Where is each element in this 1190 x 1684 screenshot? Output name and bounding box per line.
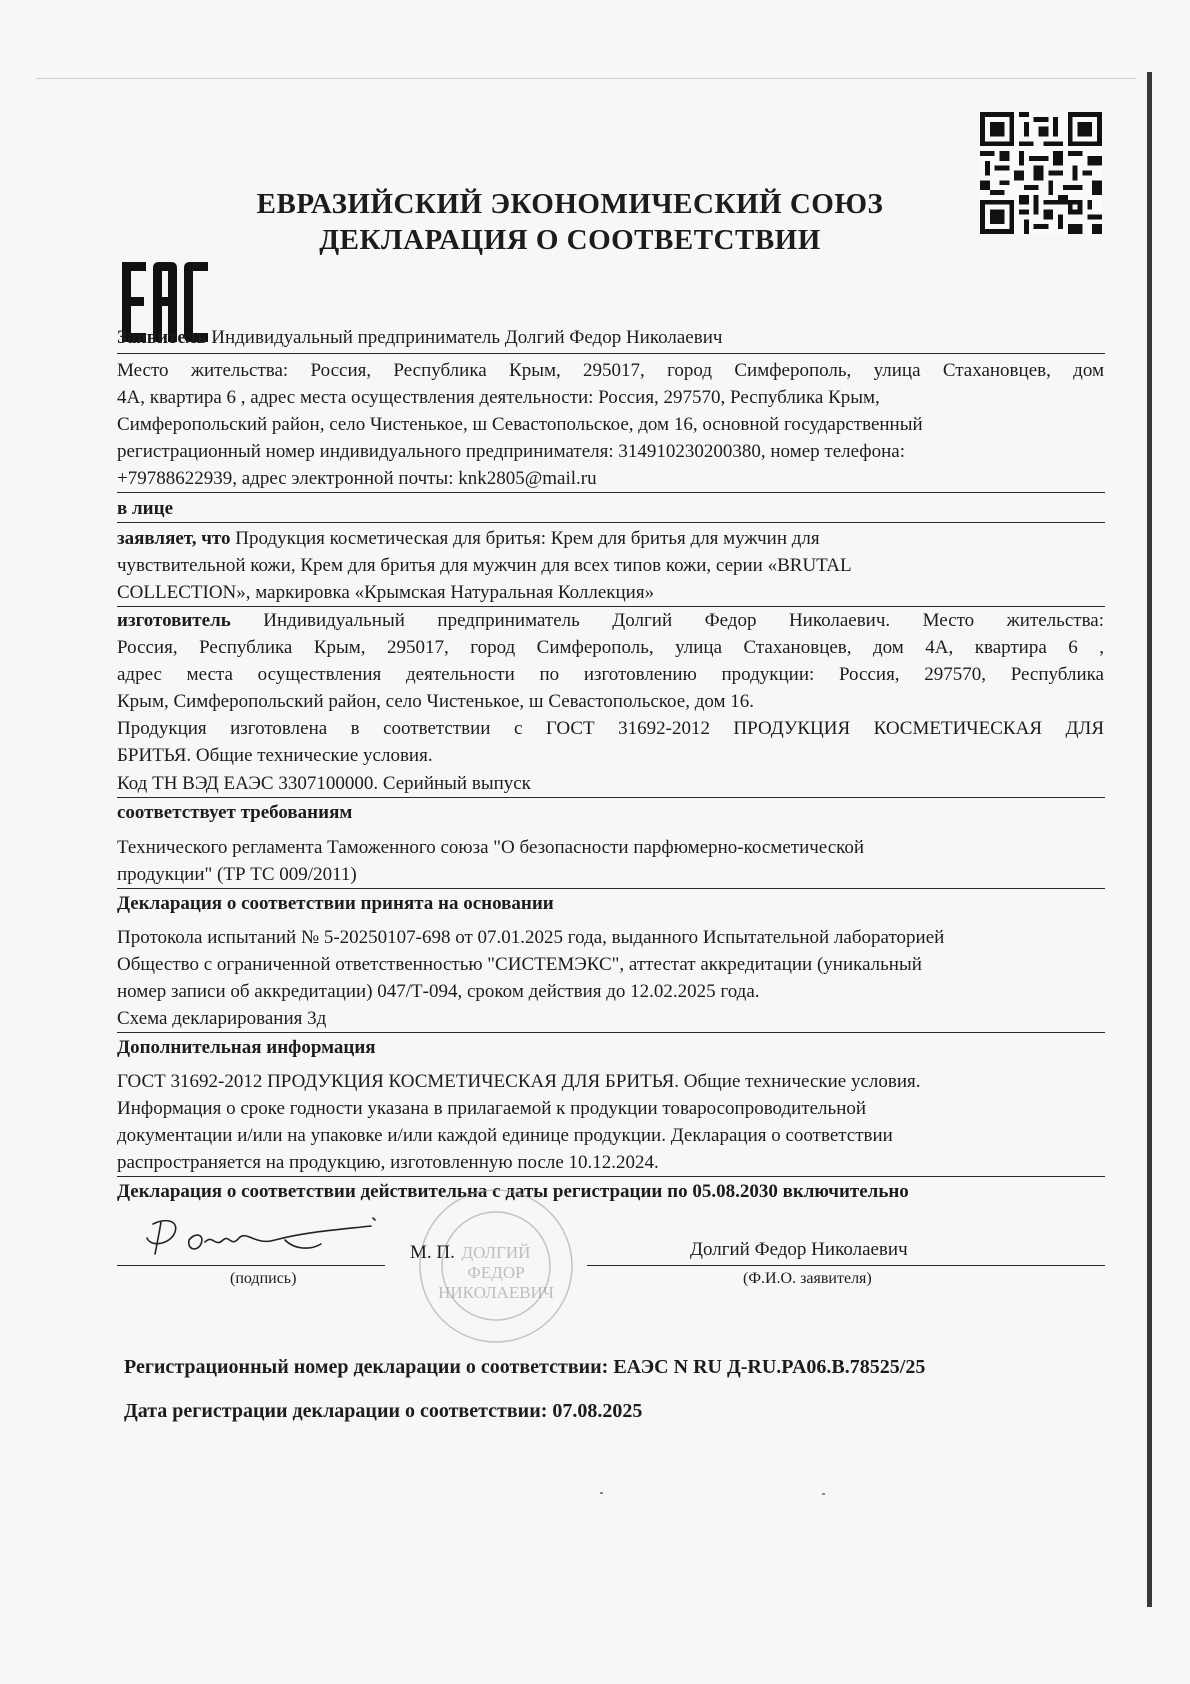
seal-label: М. П. xyxy=(410,1242,455,1263)
declares-row xyxy=(117,525,1104,552)
applicant-full-name: Долгий Федор Николаевич xyxy=(690,1239,908,1260)
applicant-address-line: 4А, квартира 6 , адрес места осуществления деятельности: Россия, 297570, Республика Крым, xyxy=(117,387,880,408)
manufacturer-line: адрес места осуществления деятельности по изготовлению продукции: Россия, 297570, Республика xyxy=(117,664,1104,685)
product-line: COLLECTION», маркировка «Крымская Натуральная Коллекция» xyxy=(117,582,655,603)
product-line: Продукция косметическая для бритья: Крем для бритья для мужчин для xyxy=(235,528,820,549)
additional-info-line: Информация о сроке годности указана в прилагаемой к продукции товаросопроводительной xyxy=(117,1098,867,1119)
manufacturer-line: Россия, Республика Крым, 295017, город Симферополь, улица Стахановцев, дом 4А, квартира 6 , xyxy=(117,637,1104,658)
manufacturer-row xyxy=(117,607,1104,634)
scheme-line: Схема декларирования 3д xyxy=(117,1008,327,1029)
divider xyxy=(117,1176,1105,1177)
manufacturer-line: Индивидуальный предприниматель Долгий Федор Николаевич. Место жительства: xyxy=(263,610,1105,631)
additional-info-label: Дополнительная информация xyxy=(117,1037,376,1058)
manufacturer-label: изготовитель xyxy=(117,610,231,631)
regulation-line: Технического регламента Таможенного союза "О безопасности парфюмерно-косметической xyxy=(117,837,865,858)
svg-text:ДОЛГИЙ: ДОЛГИЙ xyxy=(461,1243,531,1262)
manufacturer-line: Крым, Симферопольский район, село Чистенькое, ш Севастопольское, дом 16. xyxy=(117,691,755,712)
svg-text:НИКОЛАЕВИЧ: НИКОЛАЕВИЧ xyxy=(438,1283,554,1302)
scan-top-edge xyxy=(36,78,1136,79)
applicant-address-line: Симферопольский район, село Чистенькое, ш Севастопольское, дом 16, основной государственный xyxy=(117,414,923,435)
seal-stamp xyxy=(408,1186,583,1346)
divider xyxy=(117,492,1105,493)
divider xyxy=(117,1032,1105,1033)
basis-line: номер записи об аккредитации) 047/Т-094, сроком действия до 12.02.2025 года. xyxy=(117,981,760,1002)
validity-statement: Декларация о соответствии действительна с даты регистрации по 05.08.2030 включительно xyxy=(117,1181,909,1202)
complies-label: соответствует требованиям xyxy=(117,802,353,823)
declares-label: заявляет, что xyxy=(117,528,231,549)
applicant-name: Индивидуальный предприниматель Долгий Федор Николаевич xyxy=(211,327,723,348)
applicant-row xyxy=(117,324,1104,351)
union-title: ЕВРАЗИЙСКИЙ ЭКОНОМИЧЕСКИЙ СОЮЗ xyxy=(256,188,884,220)
applicant-label: Заявитель xyxy=(117,327,207,348)
qr-code xyxy=(980,112,1102,234)
product-line: чувствительной кожи, Крем для бритья для мужчин для всех типов кожи, серии «BRUTAL xyxy=(117,555,852,576)
manufacturer-line: Продукция изготовлена в соответствии с ГОСТ 31692-2012 ПРОДУКЦИЯ КОСМЕТИЧЕСКАЯ ДЛЯ xyxy=(117,718,1104,739)
applicant-contacts-line: +79788622939, адрес электронной почты: knk2805@mail.ru xyxy=(117,468,597,489)
additional-info-line: ГОСТ 31692-2012 ПРОДУКЦИЯ КОСМЕТИЧЕСКАЯ ДЛЯ БРИТЬЯ. Общие технические условия. xyxy=(117,1071,921,1092)
applicant-address-line: Место жительства: Россия, Республика Крым, 295017, город Симферополь, улица Стахановцев, дом xyxy=(117,360,1104,381)
registration-number: Регистрационный номер декларации о соответствии: ЕАЭС N RU Д-RU.PA06.B.78525/25 xyxy=(124,1356,926,1378)
applicant-address-line: регистрационный номер индивидуального предпринимателя: 314910230200380, номер телефона: xyxy=(117,441,905,462)
manufacturer-line: БРИТЬЯ. Общие технические условия. xyxy=(117,745,433,766)
divider xyxy=(117,353,1105,354)
name-caption: (Ф.И.О. заявителя) xyxy=(743,1270,872,1287)
applicant-signature xyxy=(135,1210,385,1266)
signature-line xyxy=(117,1265,385,1266)
divider xyxy=(117,797,1105,798)
divider xyxy=(117,888,1105,889)
basis-label: Декларация о соответствии принята на основании xyxy=(117,893,554,914)
document-title: ДЕКЛАРАЦИЯ О СООТВЕТСТВИИ xyxy=(319,224,821,256)
signature-caption: (подпись) xyxy=(230,1270,297,1287)
regulation-line: продукции" (ТР ТС 009/2011) xyxy=(117,864,357,885)
scan-speck xyxy=(822,1493,825,1495)
additional-info-line: распространяется на продукцию, изготовленную после 10.12.2024. xyxy=(117,1152,659,1173)
additional-info-line: документации и/или на упаковке и/или каждой единице продукции. Декларация о соответствии xyxy=(117,1125,893,1146)
basis-line: Протокола испытаний № 5-20250107-698 от 07.01.2025 года, выданного Испытательной лабораторией xyxy=(117,927,945,948)
hs-code-line: Код ТН ВЭД ЕАЭС 3307100000. Серийный выпуск xyxy=(117,773,531,794)
divider xyxy=(117,522,1105,523)
scan-speck xyxy=(600,1492,603,1494)
basis-line: Общество с ограниченной ответственностью "СИСТЕМЭКС", аттестат аккредитации (уникальный xyxy=(117,954,922,975)
scan-right-edge xyxy=(1147,72,1152,1607)
in-person-label: в лице xyxy=(117,498,173,519)
svg-text:ФЕДОР: ФЕДОР xyxy=(467,1263,525,1282)
name-line xyxy=(587,1265,1105,1266)
registration-date: Дата регистрации декларации о соответствии: 07.08.2025 xyxy=(124,1400,643,1422)
